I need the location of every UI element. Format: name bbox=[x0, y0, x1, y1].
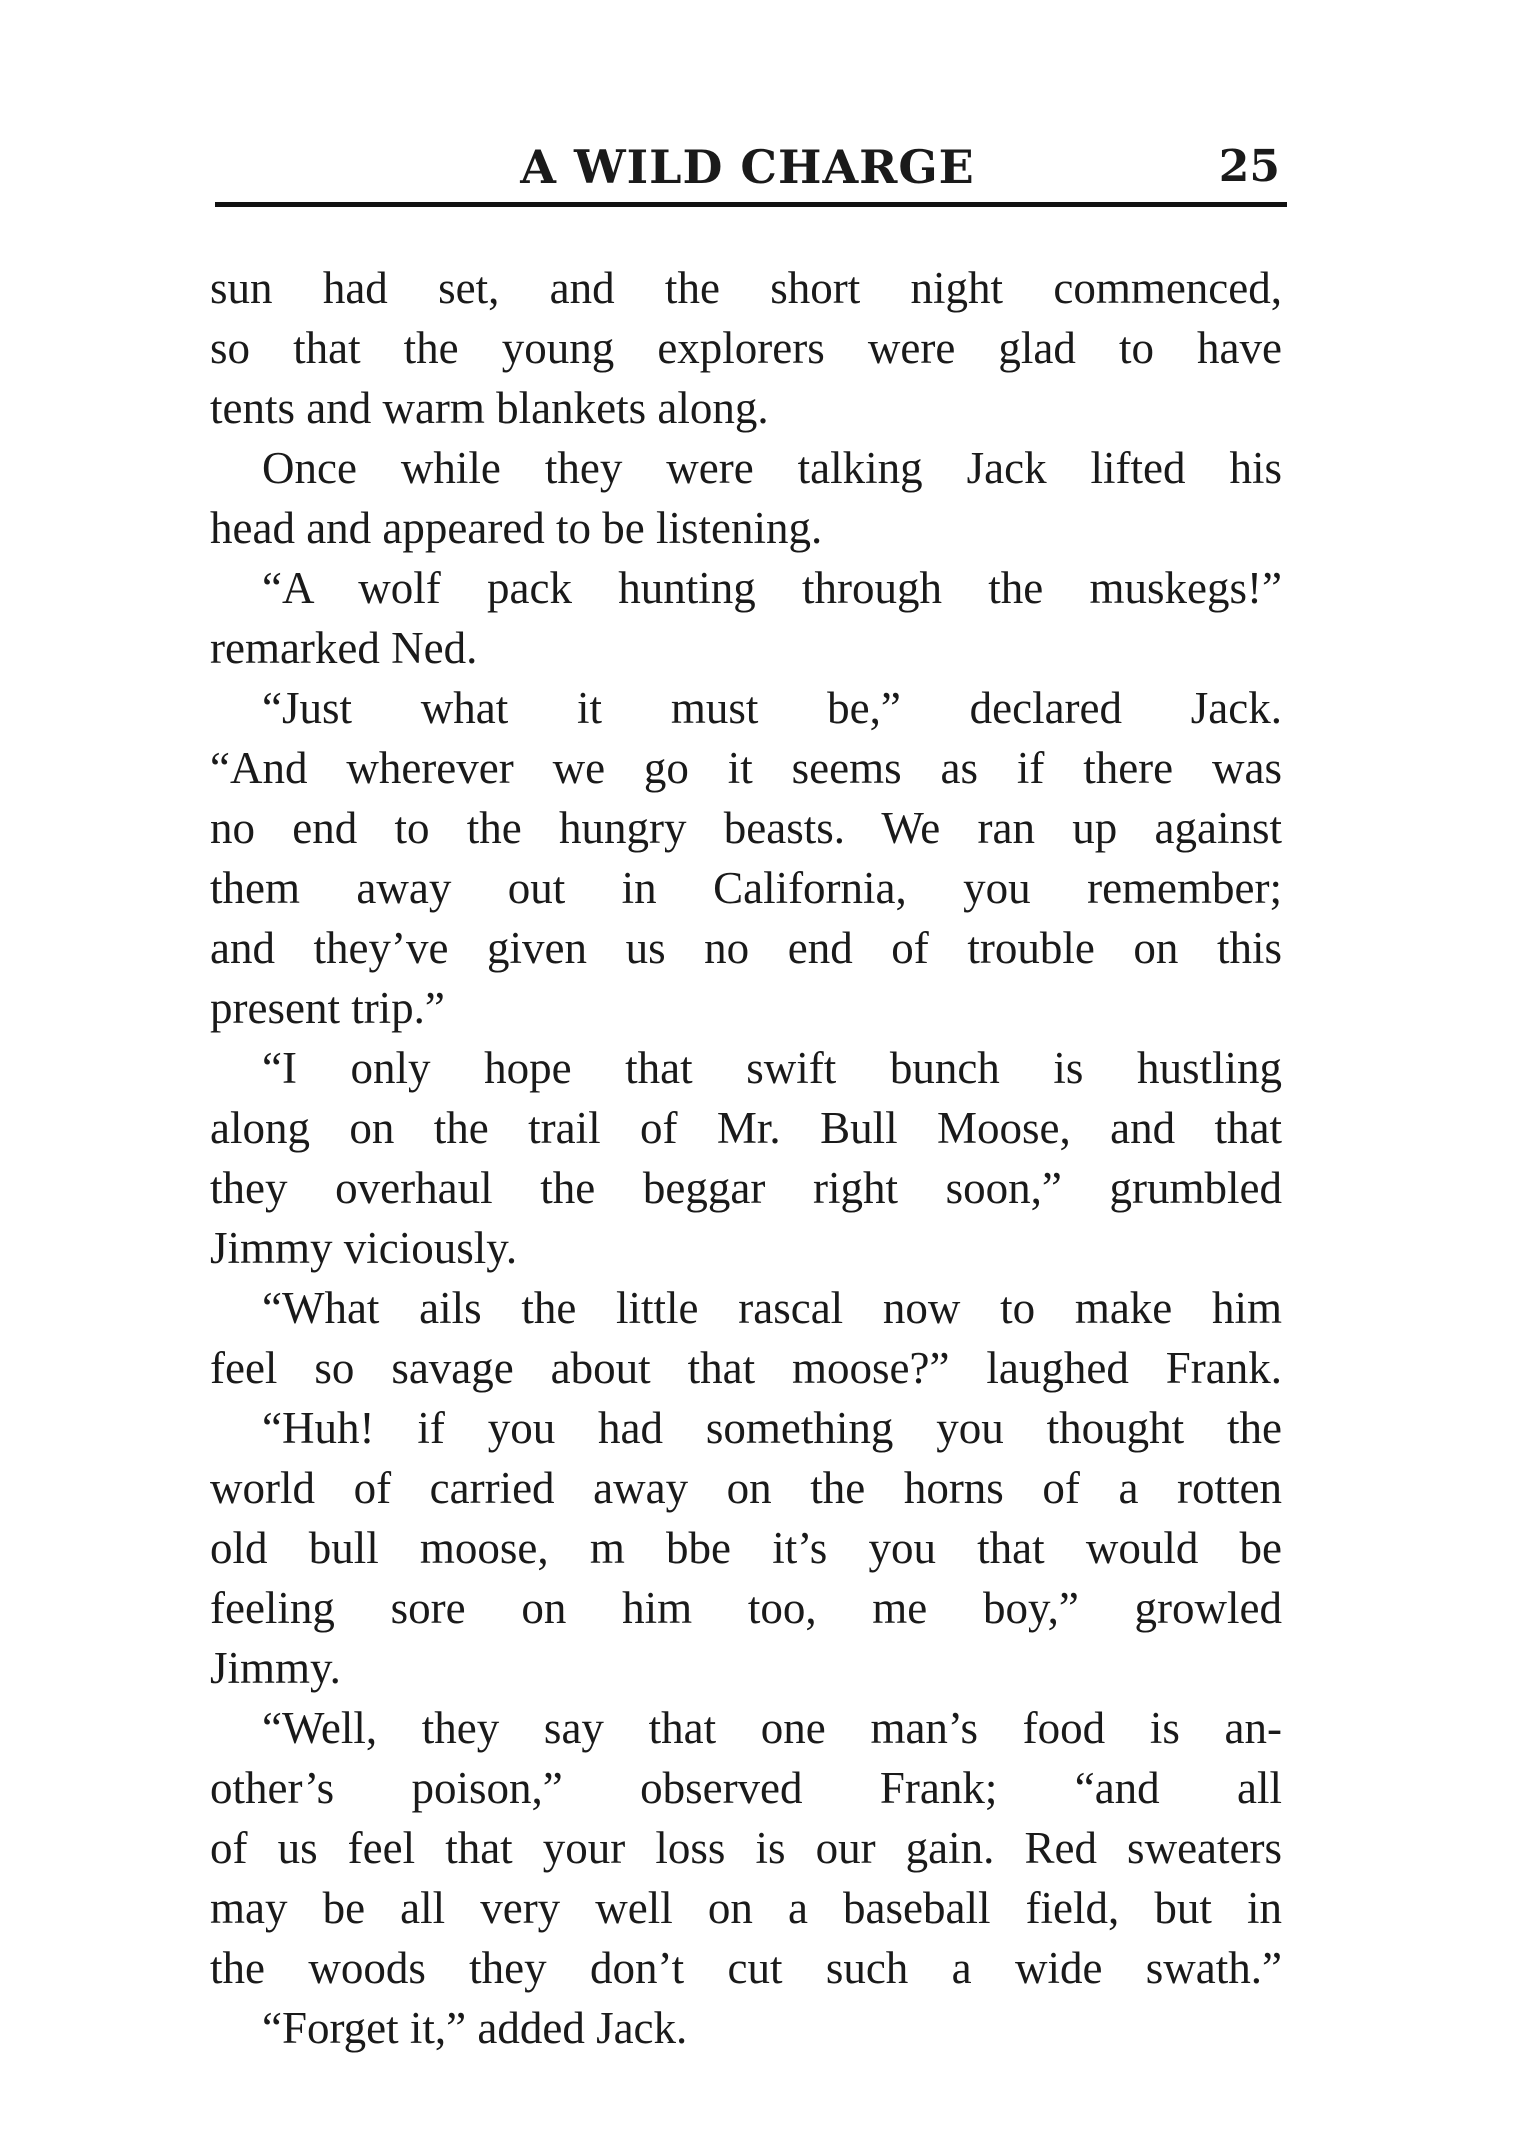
text-line: may be all very well on a baseball field, but in bbox=[210, 1883, 1282, 1933]
text-line: feel so savage about that moose?” laughed Frank. bbox=[210, 1343, 1282, 1393]
text-line: “Well, they say that one man’s food is an- bbox=[262, 1703, 1282, 1753]
text-line: “What ails the little rascal now to make him bbox=[262, 1283, 1282, 1333]
text-line: they overhaul the beggar right soon,” grumbled bbox=[210, 1163, 1282, 1213]
text-line: head and appeared to be listening. bbox=[210, 503, 823, 553]
text-line: so that the young explorers were glad to have bbox=[210, 323, 1282, 373]
header-rule bbox=[215, 202, 1287, 207]
page-number: 25 bbox=[1218, 141, 1280, 192]
text-line: remarked Ned. bbox=[210, 623, 478, 673]
text-line: Jimmy viciously. bbox=[210, 1223, 518, 1273]
text-line: of us feel that your loss is our gain. Red sweaters bbox=[210, 1823, 1282, 1873]
text-line: and they’ve given us no end of trouble on this bbox=[210, 923, 1282, 973]
text-line: “A wolf pack hunting through the muskegs!” bbox=[262, 563, 1282, 613]
text-line: the woods they don’t cut such a wide swath.” bbox=[210, 1943, 1282, 1993]
text-line: no end to the hungry beasts. We ran up against bbox=[210, 803, 1282, 853]
text-line: other’s poison,” observed Frank; “and all bbox=[210, 1763, 1282, 1813]
text-line: world of carried away on the horns of a rotten bbox=[210, 1463, 1282, 1513]
text-line: tents and warm blankets along. bbox=[210, 383, 769, 433]
running-header bbox=[215, 138, 1280, 208]
text-line: feeling sore on him too, me boy,” growled bbox=[210, 1583, 1282, 1633]
text-line: Jimmy. bbox=[210, 1643, 341, 1693]
text-line: them away out in California, you remember; bbox=[210, 863, 1282, 913]
text-line: Once while they were talking Jack lifted his bbox=[262, 443, 1282, 493]
text-line: along on the trail of Mr. Bull Moose, and that bbox=[210, 1103, 1282, 1153]
text-line: “Huh! if you had something you thought the bbox=[262, 1403, 1282, 1453]
chapter-title: A WILD CHARGE bbox=[520, 140, 975, 194]
body-text bbox=[210, 258, 1282, 2058]
text-line: “Just what it must be,” declared Jack. bbox=[262, 683, 1282, 733]
text-line: “I only hope that swift bunch is hustling bbox=[262, 1043, 1282, 1093]
text-line: “And wherever we go it seems as if there was bbox=[210, 743, 1282, 793]
text-line: “Forget it,” added Jack. bbox=[262, 2003, 688, 2053]
text-line: sun had set, and the short night commenced, bbox=[210, 263, 1282, 313]
text-line: old bull moose, m bbe it’s you that would be bbox=[210, 1523, 1282, 1573]
text-line: present trip.” bbox=[210, 983, 445, 1033]
